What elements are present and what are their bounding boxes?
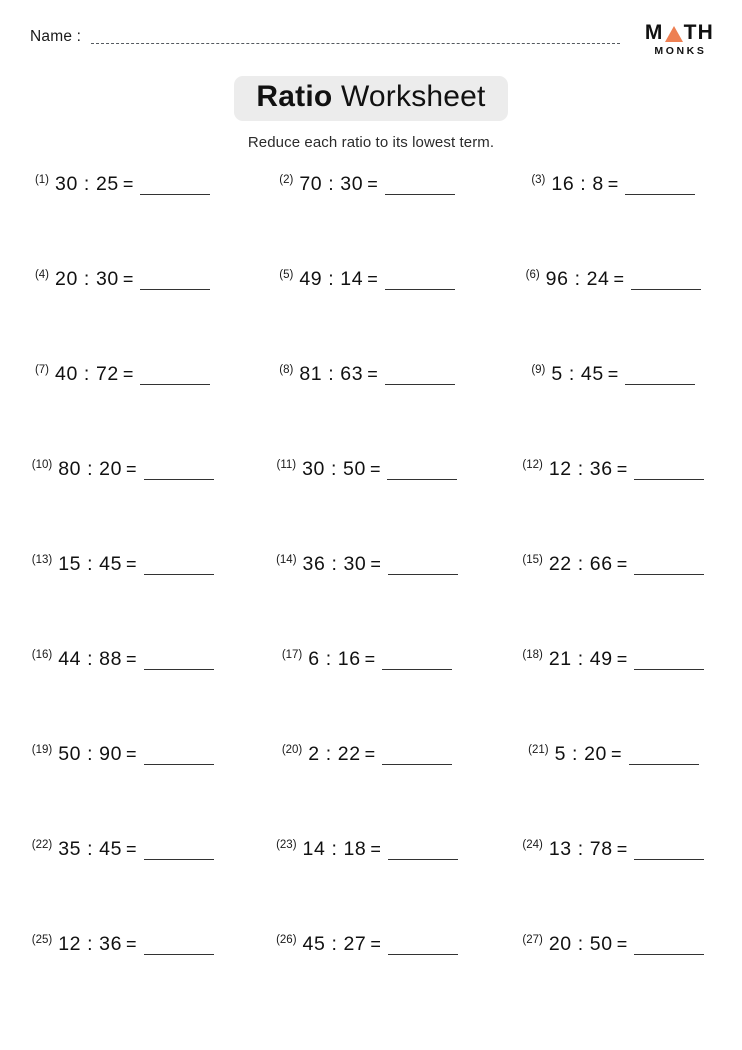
answer-blank[interactable] (140, 383, 210, 385)
problem-item (276, 838, 458, 861)
problem-cell (4, 743, 247, 838)
equals-sign: = (122, 363, 134, 384)
equals-sign: = (370, 553, 381, 574)
problem-row (4, 648, 734, 743)
problem-cell (491, 268, 734, 363)
problem-item (282, 648, 452, 671)
ratio-expression: 22 : 66 (548, 552, 613, 575)
logo-subtext: MONKS (654, 45, 707, 57)
problem-number: (23) (276, 838, 297, 851)
ratio-expression: 21 : 49 (548, 647, 613, 670)
problem-item (35, 363, 210, 386)
ratio-expression: 44 : 88 (58, 647, 123, 670)
problem-number: (8) (279, 363, 294, 376)
problem-number: (11) (276, 458, 297, 471)
equals-sign: = (616, 648, 628, 669)
problem-item (32, 933, 214, 956)
problem-cell (491, 363, 734, 458)
problem-cell (491, 458, 734, 553)
ratio-expression: 36 : 30 (302, 552, 367, 575)
problem-row (4, 838, 734, 933)
problem-row (4, 458, 734, 553)
equals-sign: = (126, 838, 137, 859)
problem-row (4, 363, 734, 458)
equals-sign: = (122, 173, 134, 194)
problem-row (4, 743, 734, 838)
answer-blank[interactable] (388, 573, 458, 575)
answer-blank[interactable] (625, 383, 695, 385)
ratio-expression: 49 : 14 (299, 267, 364, 290)
problem-item (528, 743, 698, 766)
answer-blank[interactable] (388, 953, 458, 955)
problem-number: (5) (279, 268, 294, 281)
ratio-expression: 81 : 63 (299, 362, 364, 385)
problem-row (4, 268, 734, 363)
triangle-a-icon (665, 26, 683, 42)
equals-sign: = (126, 458, 137, 479)
problem-row (4, 173, 734, 268)
equals-sign: = (364, 743, 376, 764)
equals-sign: = (126, 648, 137, 669)
problem-item (277, 458, 458, 481)
problem-cell (4, 648, 247, 743)
problem-cell (4, 933, 247, 1028)
ratio-expression: 2 : 22 (308, 742, 361, 765)
ratio-expression: 30 : 50 (302, 457, 366, 480)
answer-blank[interactable] (382, 668, 452, 670)
name-label: Name : (30, 28, 82, 45)
problem-number: (9) (531, 363, 546, 376)
problem-cell (4, 363, 247, 458)
mathmonks-logo (645, 22, 714, 57)
problem-cell (4, 838, 247, 933)
problem-number: (18) (522, 648, 543, 661)
problem-number: (24) (522, 838, 543, 851)
ratio-expression: 5 : 20 (554, 742, 607, 765)
problem-cell (247, 268, 490, 363)
problem-number: (14) (276, 553, 297, 566)
problem-number: (4) (34, 268, 50, 281)
equals-sign: = (367, 173, 378, 194)
problem-number: (12) (522, 458, 543, 471)
answer-blank[interactable] (631, 288, 701, 290)
logo-letters-th: TH (683, 21, 714, 44)
problem-number: (22) (31, 838, 53, 851)
problem-item (35, 173, 210, 196)
ratio-expression: 5 : 45 (551, 362, 604, 385)
answer-blank[interactable] (385, 383, 455, 385)
ratio-expression: 20 : 30 (55, 267, 119, 290)
problem-cell (247, 458, 490, 553)
ratio-expression: 6 : 16 (308, 647, 361, 670)
answer-blank[interactable] (625, 193, 695, 195)
problem-item (531, 173, 695, 196)
equals-sign: = (610, 743, 622, 764)
equals-sign: = (370, 838, 381, 859)
equals-sign: = (616, 933, 628, 954)
equals-sign: = (367, 363, 378, 384)
answer-blank[interactable] (634, 858, 704, 860)
problem-cell (491, 553, 734, 648)
equals-sign: = (613, 268, 625, 289)
equals-sign: = (616, 553, 628, 574)
ratio-expression: 12 : 36 (58, 932, 123, 955)
problem-item (32, 838, 214, 861)
problem-number: (15) (522, 553, 543, 566)
problem-item (279, 268, 454, 291)
problem-number: (10) (31, 458, 53, 471)
problems-grid (0, 173, 742, 1028)
answer-blank[interactable] (144, 858, 214, 860)
page-title (234, 76, 507, 121)
answer-blank[interactable] (144, 953, 214, 955)
ratio-expression: 14 : 18 (302, 837, 367, 860)
problem-item (522, 838, 704, 861)
problem-number: (25) (31, 933, 53, 946)
equals-sign: = (370, 933, 381, 954)
problem-item (32, 648, 214, 671)
ratio-expression: 16 : 8 (551, 172, 604, 195)
ratio-expression: 96 : 24 (545, 267, 610, 290)
ratio-expression: 35 : 45 (58, 837, 123, 860)
problem-item (279, 363, 454, 386)
title-bold-word: Ratio (256, 80, 333, 113)
ratio-expression: 45 : 27 (302, 932, 367, 955)
problem-number: (20) (281, 743, 303, 756)
problem-number: (2) (279, 173, 294, 186)
problem-item (32, 553, 214, 576)
problem-item (282, 743, 452, 766)
problem-number: (6) (525, 268, 540, 281)
title-light-word: Worksheet (332, 80, 486, 113)
problem-number: (3) (531, 173, 546, 186)
problem-cell (491, 743, 734, 838)
problem-cell (247, 173, 490, 268)
problem-item (35, 268, 210, 291)
answer-blank[interactable] (387, 478, 457, 480)
problem-cell (4, 268, 247, 363)
problem-number: (13) (31, 553, 53, 566)
problem-number: (19) (31, 743, 53, 756)
problem-cell (247, 838, 490, 933)
problem-cell (491, 838, 734, 933)
logo-wordmark (645, 22, 714, 43)
ratio-expression: 80 : 20 (58, 457, 123, 480)
problem-item (276, 553, 458, 576)
answer-blank[interactable] (144, 573, 214, 575)
problem-item (526, 268, 701, 291)
problem-cell (247, 933, 490, 1028)
answer-blank[interactable] (629, 763, 699, 765)
answer-blank[interactable] (144, 478, 214, 480)
problem-cell (4, 553, 247, 648)
answer-blank[interactable] (144, 763, 214, 765)
problem-cell (491, 648, 734, 743)
ratio-expression: 15 : 45 (58, 552, 123, 575)
instruction-text: Reduce each ratio to its lowest term. (247, 133, 495, 151)
equals-sign: = (126, 743, 137, 764)
problem-row (4, 933, 734, 1028)
problem-cell (247, 648, 490, 743)
answer-blank[interactable] (634, 668, 704, 670)
answer-blank[interactable] (144, 668, 214, 670)
answer-blank[interactable] (388, 858, 458, 860)
problem-number: (27) (522, 933, 543, 946)
problem-cell (4, 458, 247, 553)
ratio-expression: 30 : 25 (55, 172, 119, 195)
ratio-expression: 70 : 30 (299, 172, 364, 195)
problem-item (522, 458, 704, 481)
problem-cell (247, 363, 490, 458)
name-field-row (30, 28, 620, 47)
answer-blank[interactable] (382, 763, 452, 765)
ratio-expression: 40 : 72 (55, 362, 119, 385)
answer-blank[interactable] (634, 953, 704, 955)
name-input-line[interactable] (91, 42, 620, 44)
problem-cell (247, 553, 490, 648)
equals-sign: = (607, 173, 619, 194)
problem-number: (1) (34, 173, 50, 186)
problem-item (522, 553, 704, 576)
problem-number: (17) (281, 648, 303, 661)
problem-number: (26) (276, 933, 297, 946)
problem-cell (4, 173, 247, 268)
ratio-expression: 13 : 78 (548, 837, 613, 860)
title-container (0, 76, 742, 121)
equals-sign: = (607, 363, 619, 384)
problem-cell (491, 173, 734, 268)
logo-letter-m: M (644, 21, 664, 44)
equals-sign: = (126, 553, 137, 574)
problem-item (32, 458, 214, 481)
ratio-expression: 12 : 36 (548, 457, 613, 480)
equals-sign: = (616, 458, 628, 479)
problem-item (522, 933, 704, 956)
problem-item (531, 363, 695, 386)
problem-item (276, 933, 458, 956)
answer-blank[interactable] (385, 288, 455, 290)
equals-sign: = (364, 648, 376, 669)
problem-number: (16) (31, 648, 53, 661)
problem-cell (491, 933, 734, 1028)
ratio-expression: 20 : 50 (548, 932, 613, 955)
answer-blank[interactable] (140, 193, 210, 195)
answer-blank[interactable] (140, 288, 210, 290)
answer-blank[interactable] (634, 573, 704, 575)
equals-sign: = (367, 268, 378, 289)
problem-row (4, 553, 734, 648)
ratio-expression: 50 : 90 (58, 742, 123, 765)
problem-item (522, 648, 704, 671)
worksheet-header (0, 0, 742, 70)
problem-item (279, 173, 454, 196)
problem-item (32, 743, 214, 766)
equals-sign: = (616, 838, 628, 859)
equals-sign: = (122, 268, 134, 289)
answer-blank[interactable] (385, 193, 455, 195)
answer-blank[interactable] (634, 478, 704, 480)
problem-number: (21) (528, 743, 549, 756)
equals-sign: = (369, 458, 381, 479)
problem-number: (7) (34, 363, 50, 376)
equals-sign: = (126, 933, 137, 954)
problem-cell (247, 743, 490, 838)
